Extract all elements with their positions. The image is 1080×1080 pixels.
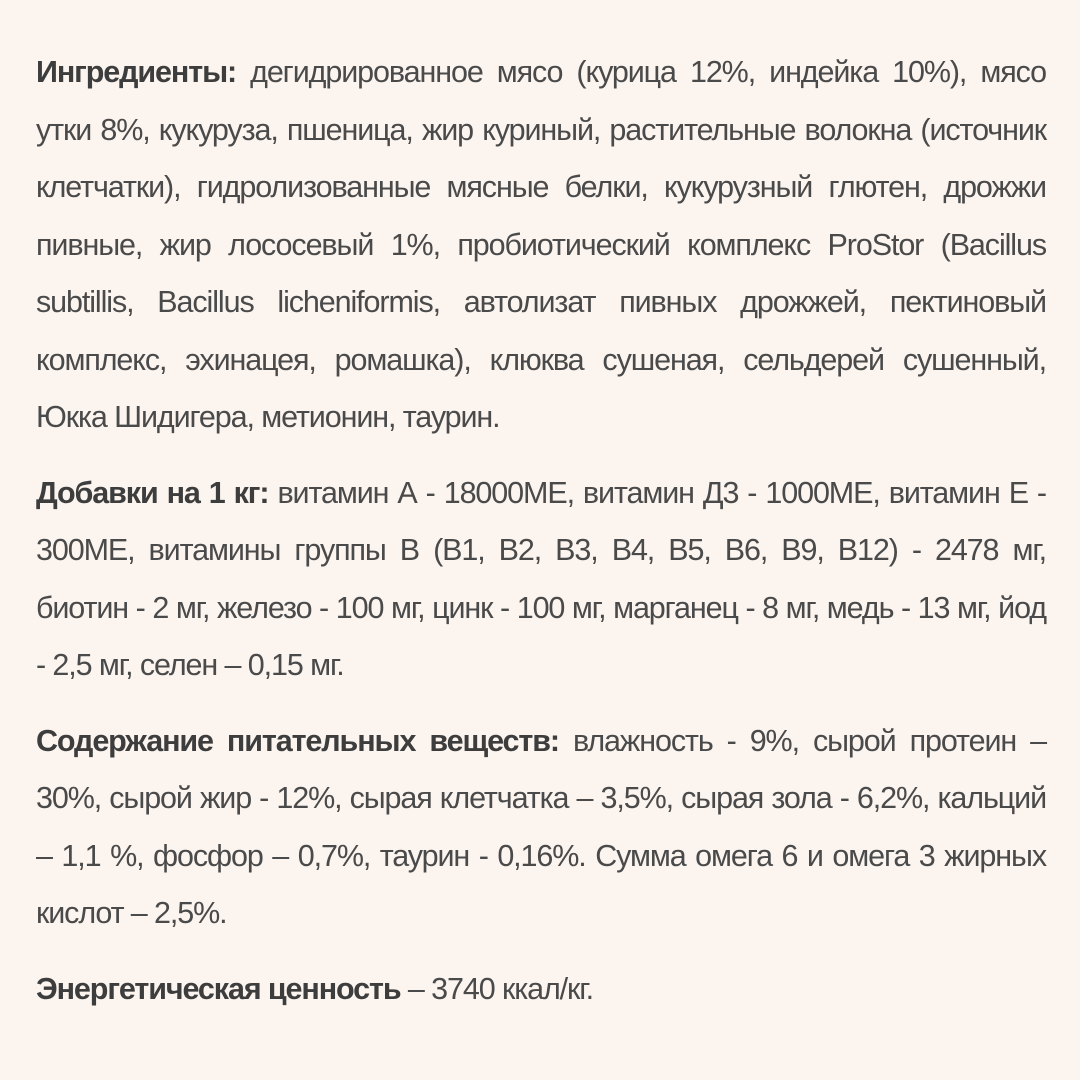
energy-section (36, 961, 1046, 1019)
additives-section (36, 465, 1046, 695)
nutrients-label: Содержание питательных веществ: (36, 723, 559, 758)
additives-text: витамин А - 18000МЕ, витамин Д3 - 1000МЕ, витамин Е - 300МЕ, витамины группы В (В1, В2, В3, В4, В5, В6, В9, В12) - 2478 мг, биотин - 2 мг, железо - 100 мг, цинк - 100 мг, марганец - 8 мг, медь - 13 мг, йод - 2,5 мг, селен – 0,15 мг. (36, 475, 1046, 682)
nutrients-section (36, 713, 1046, 943)
additives-label: Добавки на 1 кг: (36, 475, 269, 510)
nutrients-text: влажность - 9%, сырой протеин – 30%, сырой жир - 12%, сырая клетчатка – 3,5%, сырая зола - 6,2%, кальций – 1,1 %, фосфор – 0,7%, таурин - 0,16%. Сумма омега 6 и омега 3 жирных кислот – 2,5%. (36, 723, 1046, 930)
ingredients-section (36, 44, 1046, 447)
energy-label: Энергетическая ценность (36, 971, 401, 1006)
ingredients-label: Ингредиенты: (36, 55, 237, 89)
energy-text: – 3740 ккал/кг. (400, 971, 593, 1006)
ingredients-text: дегидрированное мясо (курица 12%, индейка 10%), мясо утки 8%, кукуруза, пшеница, жир куриный, растительные волокна (источник клетчатки), гидролизованные мясные белки, кукурузный глютен, дрожжи пивные, жир лососевый 1%, пробиотический комплекс ProStor (Bacillus subtillis, Bacillus licheniformis, автолизат пивных дрожжей, пектиновый комплекс, эхинацея, ромашка), клюква сушеная, сельдерей сушенный, Юкка Шидигера, метионин, таурин. (36, 55, 1046, 434)
